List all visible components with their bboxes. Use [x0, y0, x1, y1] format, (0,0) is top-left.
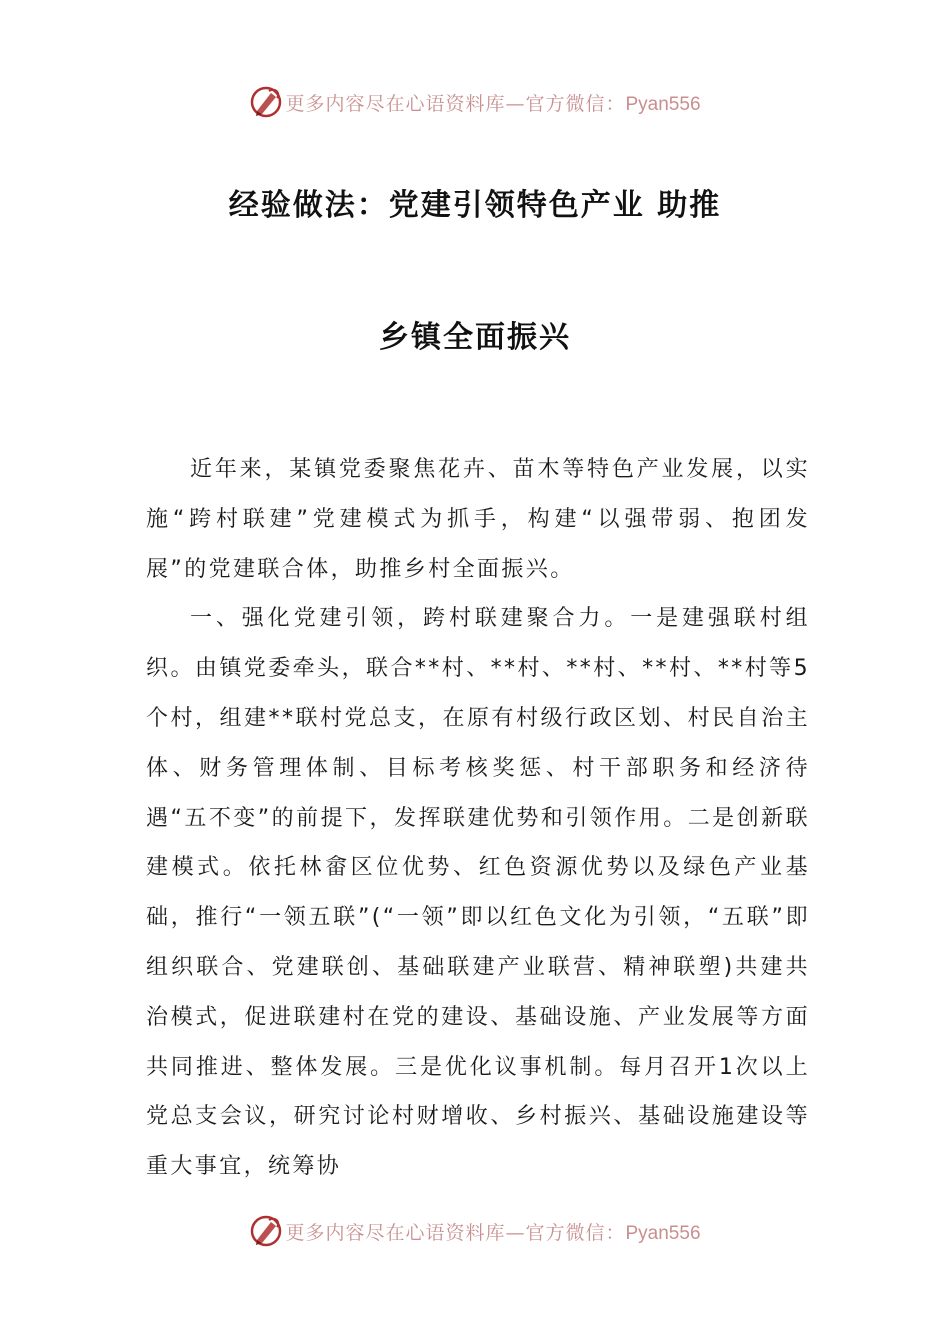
paragraph-intro: 近年来，某镇党委聚焦花卉、苗木等特色产业发展，以实施“跨村联建”党建模式为抓手，构建“以强带弱、抱团发展”的党建联合体，助推乡村全面振兴。 — [146, 457, 810, 582]
watermark-text: 更多内容尽在心语资料库—官方微信：Pyan556 — [285, 92, 701, 115]
document-title-line-1: 经验做法：党建引领特色产业 助推 — [228, 188, 722, 223]
watermark-text: 更多内容尽在心语资料库—官方微信：Pyan556 — [285, 1221, 701, 1244]
pen-logo-icon — [249, 1214, 283, 1248]
watermark-header — [0, 82, 950, 122]
document-title-line-2: 乡镇全面振兴 — [379, 320, 571, 355]
watermark-footer — [0, 1211, 950, 1251]
paragraph-section-1: 一、强化党建引领，跨村联建聚合力。一是建强联村组织。由镇党委牵头，联合**村、**村、**村、**村、**村等5个村，组建**联村党总支，在原有村级行政区划、村民自治主体、财务管理体制、目标考核奖惩、村干部职务和经济待遇“五不变”的前提下，发挥联建优势和引领作用。二是创新联建模式。依托林畲区位优势、红色资源优势以及绿色产业基础，推行“一领五联”(“一领”即以红色文化为引领，“五联”即组织联合、党建联创、基础联建产业联营、精神联塑)共建共治模式，促进联建村在党的建设、基础设施、产业发展等方面共同推进、整体发展。三是优化议事机制。每月召开1次以上党总支会议，研究讨论村财增收、乡村振兴、基础设施建设等重大事宜，统筹协 — [146, 606, 810, 1180]
document-body — [146, 445, 810, 1192]
pen-logo-icon — [249, 85, 283, 119]
